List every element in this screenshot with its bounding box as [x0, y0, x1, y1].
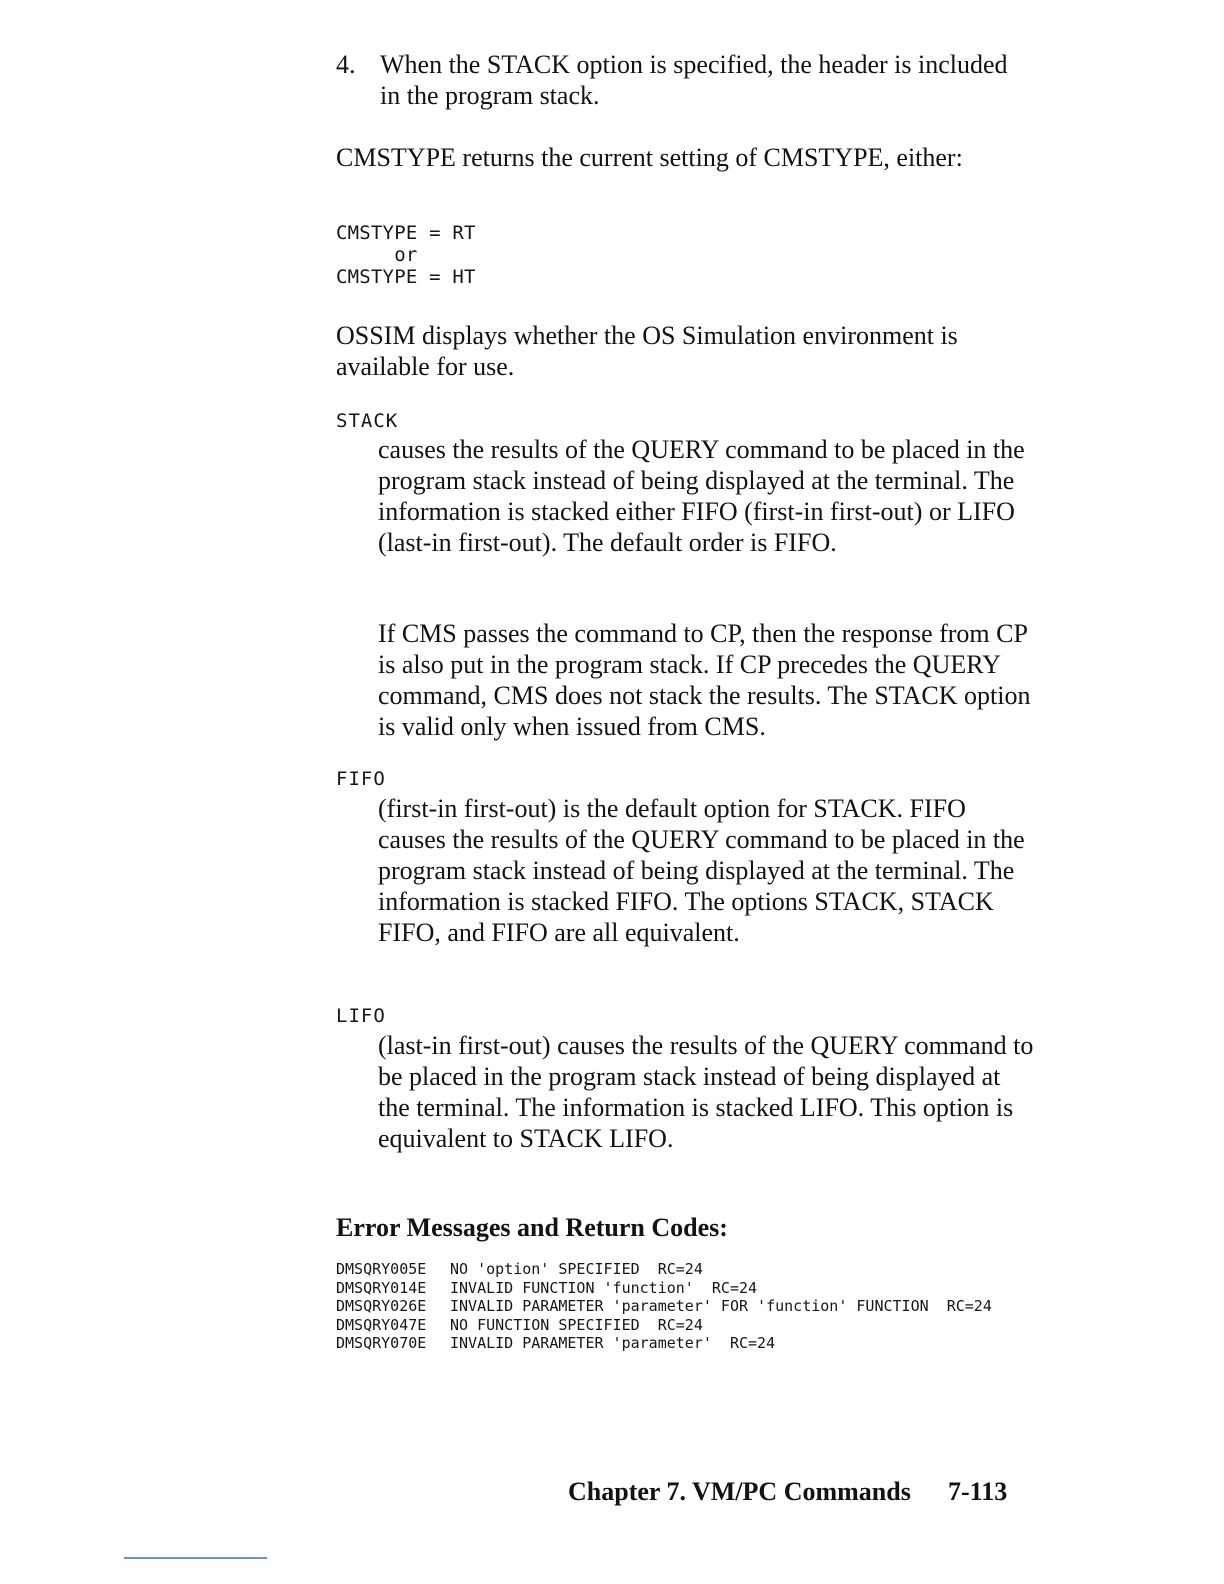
error-message-list	[336, 1260, 1116, 1353]
option-label-fifo: FIFO	[336, 768, 386, 790]
error-code: DMSQRY014E	[336, 1278, 427, 1297]
error-message: INVALID FUNCTION 'function' RC=24	[450, 1278, 758, 1297]
cmstype-intro: CMSTYPE returns the current setting of CMSTYPE, either:	[336, 143, 963, 172]
option-label-lifo: LIFO	[336, 1005, 386, 1027]
error-row	[336, 1260, 1116, 1279]
error-code: DMSQRY047E	[336, 1315, 427, 1334]
error-row	[336, 1316, 1116, 1335]
option-desc-stack: causes the results of the QUERY command to be placed in the program stack instead of being displayed at the terminal. The information is stacked either FIFO (first-in first-out) or LIFO (last-in first-out). The default order is FIFO.	[378, 435, 1025, 557]
error-code: DMSQRY070E	[336, 1334, 427, 1352]
error-messages-heading: Error Messages and Return Codes:	[336, 1213, 728, 1242]
code-line: CMSTYPE = HT	[336, 266, 476, 288]
error-row	[336, 1297, 1116, 1316]
option-label-stack: STACK	[336, 410, 399, 432]
item-text: When the STACK option is specified, the header is included in the program stack.	[380, 50, 1008, 110]
footer-page-number: 7-113	[948, 1477, 1008, 1506]
error-code: DMSQRY005E	[336, 1260, 427, 1278]
error-row	[336, 1279, 1116, 1298]
error-message: INVALID PARAMETER 'parameter' FOR 'function' FUNCTION RC=24	[450, 1297, 992, 1315]
error-message: NO FUNCTION SPECIFIED RC=24	[450, 1315, 703, 1334]
code-line: CMSTYPE = RT	[336, 222, 476, 244]
error-code: DMSQRY026E	[336, 1297, 427, 1315]
code-line: or	[336, 244, 418, 266]
error-row	[336, 1334, 1116, 1353]
cmstype-code-block	[336, 222, 736, 288]
option-desc-lifo: (last-in first-out) causes the results of the QUERY command to be placed in the program stack instead of being displayed at the terminal. The information is stacked LIFO. This option is equivalent to STACK LIFO.	[378, 1031, 1034, 1153]
option-desc-fifo: (first-in first-out) is the default option for STACK. FIFO causes the results of the QUERY command to be placed in the program stack instead of being displayed at the terminal. The information is stacked FIFO. The options STACK, STACK FIFO, and FIFO are all equivalent.	[378, 794, 1025, 947]
error-message: NO 'option' SPECIFIED RC=24	[450, 1260, 703, 1278]
error-message: INVALID PARAMETER 'parameter' RC=24	[450, 1334, 776, 1352]
footer-chapter-title: Chapter 7. VM/PC Commands	[568, 1477, 911, 1506]
option-desc-stack-note: If CMS passes the command to CP, then the response from CP is also put in the program stack. If CP precedes the QUERY command, CMS does not stack the results. The STACK option is valid only when issued from CMS.	[378, 619, 1031, 741]
ossim-paragraph: OSSIM displays whether the OS Simulation environment is available for use.	[336, 321, 958, 381]
item-number: 4.	[336, 50, 356, 79]
bottom-rule-line	[124, 1557, 267, 1559]
